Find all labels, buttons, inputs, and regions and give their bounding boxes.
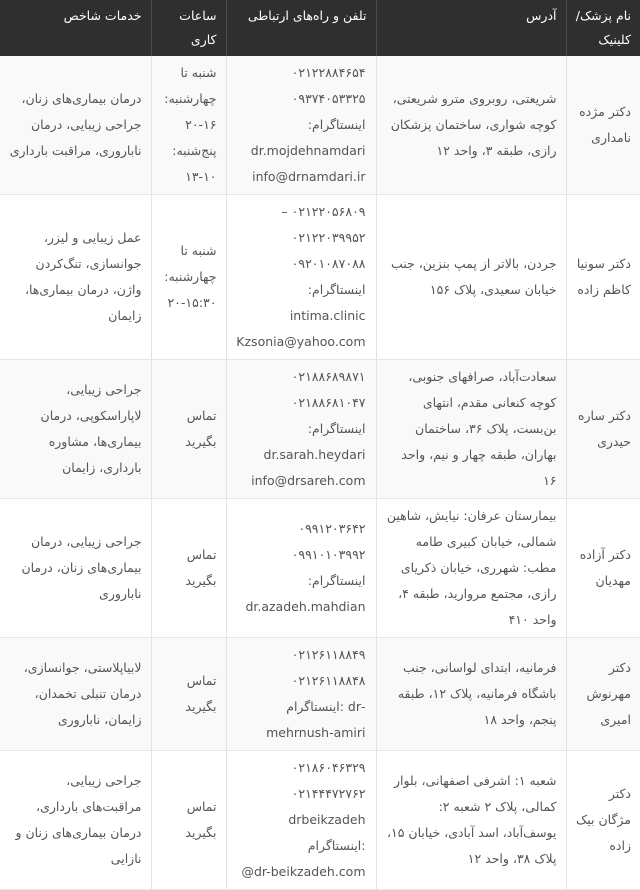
table-row: [0, 499, 640, 638]
phone-number: ۰۹۲۰۱۰۸۷۰۸۸: [291, 256, 366, 271]
email-link[interactable]: Kzsonia@yahoo.com: [236, 334, 366, 349]
phone-number: ۰۲۱۸۸۶۸۱۰۴۷: [291, 395, 366, 410]
working-hours: تماس بگیرید: [151, 638, 226, 751]
phone-number: ۰۲۱۲۶۱۱۸۸۴۸: [291, 673, 366, 688]
phone-number: ۰۹۹۱۰۱۰۳۹۹۲: [291, 547, 366, 562]
website-link[interactable]: @dr-beikzadeh.com: [241, 864, 366, 879]
doctor-address: شعبه ۱: اشرفی اصفهانی، بلوار کمالی، پلاک ۲ شعبه ۲: یوسف‌آباد، اسد آبادی، خیابان ۱۵، پلاک ۳۸، واحد ۱۲: [376, 751, 566, 890]
working-hours: تماس بگیرید: [151, 751, 226, 890]
doctor-name: دکتر مهرنوش امیری: [566, 638, 640, 751]
doctor-name: دکتر ساره حیدری: [566, 360, 640, 499]
email-link[interactable]: info@drsareh.com: [251, 473, 366, 488]
doctor-address: جردن، بالاتر از پمپ بنزین، جنب خیابان سعیدی، پلاک ۱۵۶: [376, 195, 566, 360]
phone-number: ۰۲۱۲۶۱۱۸۸۴۹: [291, 647, 366, 662]
doctor-contact: [226, 56, 376, 195]
table-row: [0, 195, 640, 360]
doctor-contact: [226, 195, 376, 360]
instagram-handle[interactable]: dr.mojdehnamdari: [250, 143, 366, 158]
phone-number: ۰۹۳۷۴۰۵۳۳۲۵: [291, 91, 366, 106]
doctor-address: سعادت‌آباد، صرافهای جنوبی، کوچه کنعانی مقدم، انتهای بن‌بست، پلاک ۳۶، ساختمان بهاران، طبقه چهار و نیم، واحد ۱۶: [376, 360, 566, 499]
doctor-contact: [226, 638, 376, 751]
table-row: [0, 360, 640, 499]
email-link[interactable]: info@drnamdari.ir: [252, 169, 366, 184]
table-row: [0, 638, 640, 751]
services: جراحی زیبایی، لاپاراسکوپی، درمان بیماری‌ها، مشاوره بارداری، زایمان: [0, 360, 151, 499]
doctor-address: شریعتی، روبروی مترو شریعتی، کوچه شواری، ساختمان پزشکان رازی، طبقه ۳، واحد ۱۲: [376, 56, 566, 195]
instagram-handle[interactable]: dr.sarah.heydari: [263, 447, 366, 462]
phone-number: ۰۲۱۸۶۰۴۶۳۲۹: [291, 760, 366, 775]
table-header: [0, 0, 640, 56]
phone-number: – ۰۲۱۲۲۰۵۶۸۰۹: [281, 204, 366, 219]
table-row: [0, 751, 640, 890]
services: درمان بیماری‌های زنان، جراحی زیبایی، درمان ناباروری، مراقبت بارداری: [0, 56, 151, 195]
instagram-label: اینستاگرام:: [307, 573, 366, 588]
doctor-contact: [226, 360, 376, 499]
services: جراحی زیبایی، درمان بیماری‌های زنان، درمان ناباروری: [0, 499, 151, 638]
instagram-label: اینستاگرام:: [307, 117, 366, 132]
doctor-name: دکتر مژده نامداری: [566, 56, 640, 195]
working-hours: شنبه تا چهارشنبه: ۱۵:۳۰-۲۰: [151, 195, 226, 360]
table-row: [0, 56, 640, 195]
doctor-name: دکتر آزاده مهدیان: [566, 499, 640, 638]
doctor-name: دکتر مژگان بیک زاده: [566, 751, 640, 890]
instagram-label: اینستاگرام:: [307, 421, 366, 436]
instagram-label: -dr :اینستاگرام: [286, 699, 366, 714]
header-services: خدمات شاخص: [0, 0, 151, 56]
doctor-address: بیمارستان عرفان: نیایش، شاهین شمالی، خیابان کبیری طامه مطب: شهرری، خیابان ذکریای رازی، مجتمع مروارید، طبقه ۴، واحد ۴۱۰: [376, 499, 566, 638]
services: عمل زیبایی و لیزر، جوانسازی، تنگ‌کردن واژن، درمان بیماری‌ها، زایمان: [0, 195, 151, 360]
instagram-handle[interactable]: dr.azadeh.mahdian: [245, 599, 366, 614]
instagram-handle[interactable]: drbeikzadeh :اینستاگرام: [288, 812, 366, 853]
doctor-name: دکتر سونیا کاظم زاده: [566, 195, 640, 360]
working-hours: تماس بگیرید: [151, 499, 226, 638]
instagram-handle[interactable]: اینستاگرام: intima.clinic: [289, 282, 366, 323]
services: جراحی زیبایی، مراقبت‌های بارداری، درمان بیماری‌های زنان و نازایی: [0, 751, 151, 890]
header-name: نام پزشک/ کلینیک: [566, 0, 640, 56]
services: لابیاپلاستی، جوانسازی، درمان تنبلی تخمدان، زایمان، ناباروری: [0, 638, 151, 751]
working-hours: شنبه تا چهارشنبه: ۱۶-۲۰ پنج‌شنبه: ۱۰-۱۳: [151, 56, 226, 195]
phone-number: ۰۲۱۴۴۴۷۲۷۶۲: [291, 786, 366, 801]
phone-number: ۰۲۱۲۲۰۳۹۹۵۲: [291, 230, 366, 245]
instagram-handle[interactable]: mehrnush-amiri: [266, 725, 366, 740]
doctor-contact: [226, 751, 376, 890]
doctor-contact: [226, 499, 376, 638]
doctor-address: فرمانیه، ابتدای لواسانی، جنب باشگاه فرمانیه، پلاک ۱۲، طبقه پنجم، واحد ۱۸: [376, 638, 566, 751]
header-hours: ساعات کاری: [151, 0, 226, 56]
header-phone: تلفن و راه‌های ارتباطی: [226, 0, 376, 56]
phone-number: ۰۲۱۸۸۶۸۹۸۷۱: [291, 369, 366, 384]
working-hours: تماس بگیرید: [151, 360, 226, 499]
phone-number: ۰۲۱۲۲۸۸۴۶۵۴: [291, 65, 366, 80]
phone-number: ۰۹۹۱۲۰۳۶۴۲: [298, 521, 366, 536]
header-address: آدرس: [376, 0, 566, 56]
